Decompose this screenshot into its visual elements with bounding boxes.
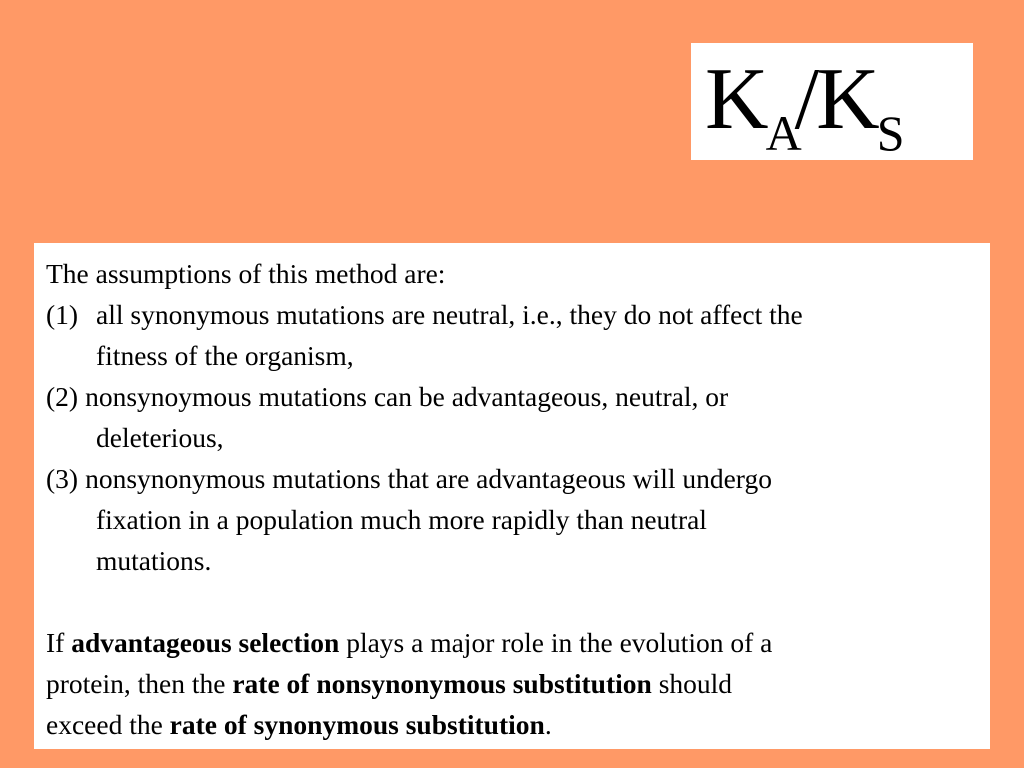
assumption-2-line-2: deleterious,	[96, 422, 224, 453]
assumption-3-line-2: fixation in a population much more rapidly than neutral	[96, 504, 707, 535]
assumption-1-line-1: all synonymous mutations are neutral, i.e., they do not affect the	[96, 299, 803, 330]
conclusion-emphasis: rate of synonymous substitution	[169, 709, 545, 740]
conclusion-text: should	[651, 668, 733, 699]
conclusion-text: If	[46, 627, 72, 658]
slide-title	[705, 45, 904, 166]
title-subscript-s: S	[876, 105, 904, 161]
conclusion-text: protein, then the	[46, 668, 233, 699]
assumption-3-line-1: nonsynonymous mutations that are advantageous will undergo	[85, 463, 772, 494]
title-slash: /	[794, 51, 819, 148]
assumption-2-line-1: nonsynoymous mutations can be advantageous, neutral, or	[85, 381, 729, 412]
assumption-1-line-2: fitness of the organism,	[96, 340, 354, 371]
assumption-3-line-3: mutations.	[96, 545, 212, 576]
conclusion-line-2	[46, 663, 978, 704]
intro-text: The assumptions of this method are:	[46, 258, 446, 289]
assumption-1	[46, 294, 978, 335]
assumption-2	[46, 376, 978, 417]
conclusion-text: plays a major role in the evolution of a	[339, 627, 773, 658]
conclusion-emphasis: advantageous selection	[71, 627, 340, 658]
title-k-a: K	[705, 51, 768, 148]
conclusion-text: .	[544, 709, 552, 740]
paragraph-gap	[46, 581, 978, 622]
content-box	[34, 243, 990, 749]
assumption-3-number: (3)	[46, 463, 79, 494]
conclusion-text: exceed the	[46, 709, 170, 740]
title-subscript-a: A	[765, 105, 801, 161]
conclusion-emphasis: rate of nonsynonymous substitution	[232, 668, 652, 699]
assumption-2-number: (2)	[46, 381, 79, 412]
assumption-3	[46, 458, 978, 499]
title-box	[691, 43, 973, 160]
title-k-s: K	[816, 51, 879, 148]
conclusion-line-3	[46, 704, 978, 745]
assumption-1-number: (1)	[46, 299, 79, 330]
conclusion-line-1	[46, 622, 978, 663]
